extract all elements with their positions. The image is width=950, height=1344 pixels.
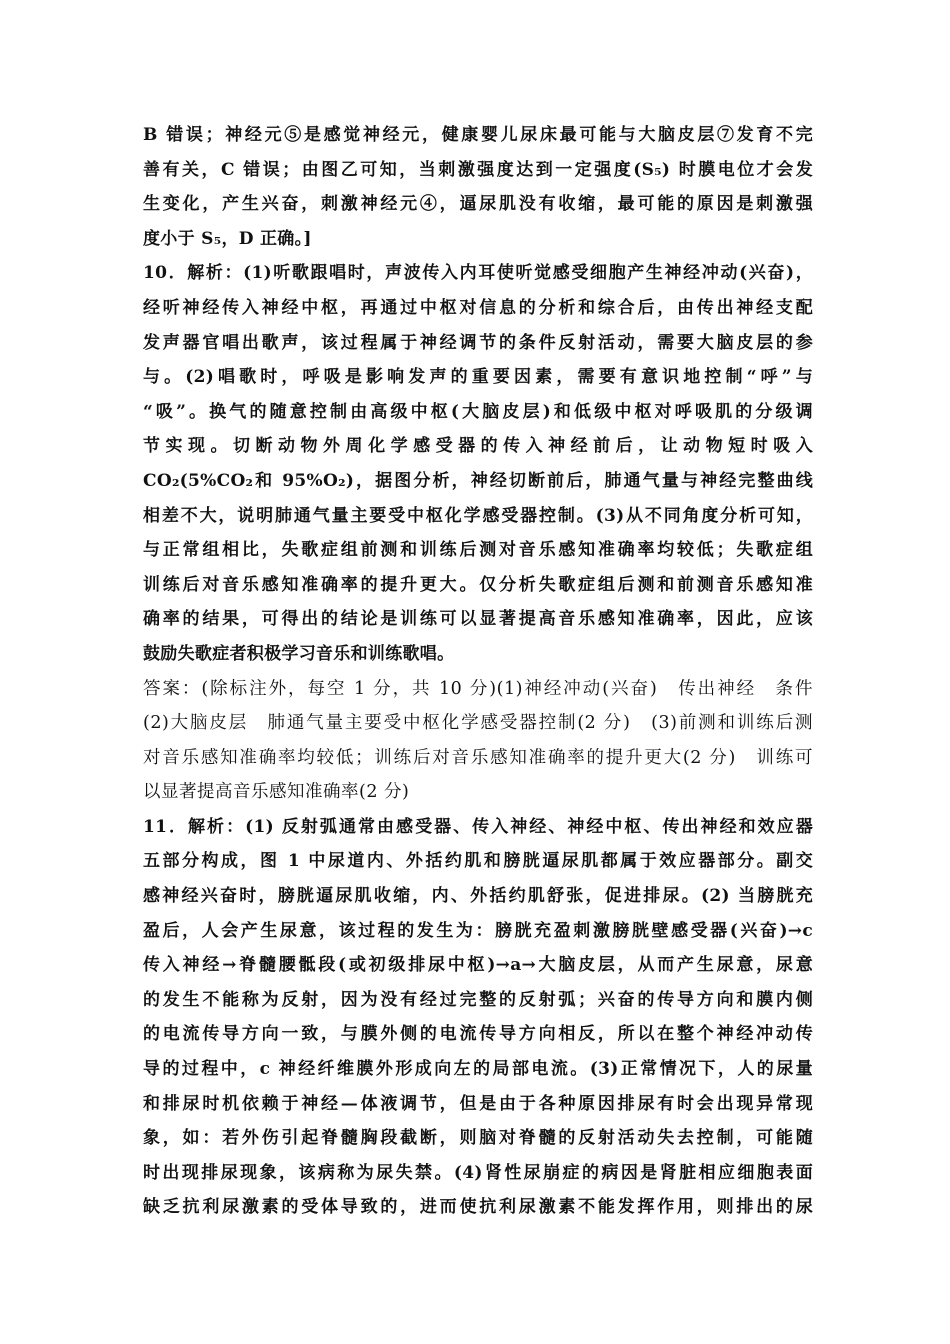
text-line: 节实现。切断动物外周化学感受器的传入神经前后，让动物短时吸入	[143, 436, 813, 457]
text-line: 与正常组相比，失歌症组前测和训练后测对音乐感知准确率均较低；失歌症组	[143, 540, 813, 561]
text-line: 导的过程中，c 神经纤维膜外形成向左的局部电流。(3)正常情况下，人的尿量	[143, 1059, 813, 1080]
text-line: 时出现排尿现象，该病称为尿失禁。(4)肾性尿崩症的病因是肾脏相应细胞表面	[143, 1162, 813, 1183]
text-line: 善有关，C 错误；由图乙可知，当刺激强度达到一定强度(S₅) 时膜电位才会发	[143, 159, 813, 180]
text-line: CO₂(5%CO₂和 95%O₂)，据图分析，神经切断前后，肺通气量与神经完整曲线	[143, 470, 813, 491]
text-line: 五部分构成，图 1 中尿道内、外括约肌和膀胱逼尿肌都属于效应器部分。副交	[143, 851, 813, 872]
text-line: 感神经兴奋时，膀胱逼尿肌收缩，内、外括约肌舒张，促进排尿。(2) 当膀胱充	[143, 886, 813, 907]
text-line: 度小于 S₅，D 正确。]	[143, 228, 312, 249]
text-line: 盈后，人会产生尿意，该过程的发生为：膀胱充盈刺激膀胱壁感受器(兴奋)→c	[143, 920, 813, 941]
q11-analysis	[143, 810, 813, 1225]
text-line: 的电流传导方向一致，与膜外侧的电流传导方向相反，所以在整个神经冲动传	[143, 1024, 813, 1045]
text-line: 鼓励失歌症者积极学习音乐和训练歌唱。	[143, 643, 455, 664]
q10-answer	[143, 672, 813, 810]
text-line: 象，如：若外伤引起脊髓胸段截断，则脑对脊髓的反射活动失去控制，可能随	[143, 1128, 813, 1149]
text-line: 训练后对音乐感知准确率的提升更大。仅分析失歌症组后测和前测音乐感知准	[143, 574, 813, 595]
text-line: 经听神经传入神经中枢，再通过中枢对信息的分析和综合后，由传出神经支配	[143, 297, 813, 318]
text-line: 10．解析：(1)听歌跟唱时，声波传入内耳使听觉感受细胞产生神经冲动(兴奋)，	[143, 263, 813, 284]
text-line: 11．解析：(1) 反射弧通常由感受器、传入神经、神经中枢、传出神经和效应器	[143, 816, 813, 837]
q10-analysis	[143, 256, 813, 671]
text-line: “吸”。换气的随意控制由高级中枢(大脑皮层)和低级中枢对呼吸肌的分级调	[143, 401, 813, 422]
q9-explanation-continued	[143, 118, 813, 256]
text-line: 答案：(除标注外，每空 1 分，共 10 分)(1)神经冲动(兴奋) 传出神经 条件	[143, 678, 813, 699]
text-line: 和排尿时机依赖于神经—体液调节，但是由于各种原因排尿有时会出现异常现	[143, 1093, 813, 1114]
text-line: (2)大脑皮层 肺通气量主要受中枢化学感受器控制(2 分) (3)前测和训练后测	[143, 713, 813, 734]
text-line: 以显著提高音乐感知准确率(2 分)	[143, 782, 410, 803]
text-line: 生变化，产生兴奋，刺激神经元④，逼尿肌没有收缩，最可能的原因是刺激强	[143, 194, 813, 215]
text-line: 缺乏抗利尿激素的受体导致的，进而使抗利尿激素不能发挥作用，则排出的尿	[143, 1197, 813, 1218]
answer-key-page	[143, 118, 813, 1225]
text-line: 对音乐感知准确率均较低；训练后对音乐感知准确率的提升更大(2 分) 训练可	[143, 747, 813, 768]
text-line: 相差不大，说明肺通气量主要受中枢化学感受器控制。(3)从不同角度分析可知，	[143, 505, 813, 526]
text-line: 发声器官唱出歌声，该过程属于神经调节的条件反射活动，需要大脑皮层的参	[143, 332, 813, 353]
text-line: 与。(2)唱歌时，呼吸是影响发声的重要因素，需要有意识地控制“呼”与	[143, 367, 813, 388]
text-line: B 错误；神经元⑤是感觉神经元，健康婴儿尿床最可能与大脑皮层⑦发育不完	[143, 125, 813, 145]
text-line: 确率的结果，可得出的结论是训练可以显著提高音乐感知准确率，因此，应该	[143, 609, 813, 630]
text-line: 传入神经→脊髓腰骶段(或初级排尿中枢)→a→大脑皮层，从而产生尿意，尿意	[143, 955, 813, 976]
text-line: 的发生不能称为反射，因为没有经过完整的反射弧；兴奋的传导方向和膜内侧	[143, 989, 813, 1010]
